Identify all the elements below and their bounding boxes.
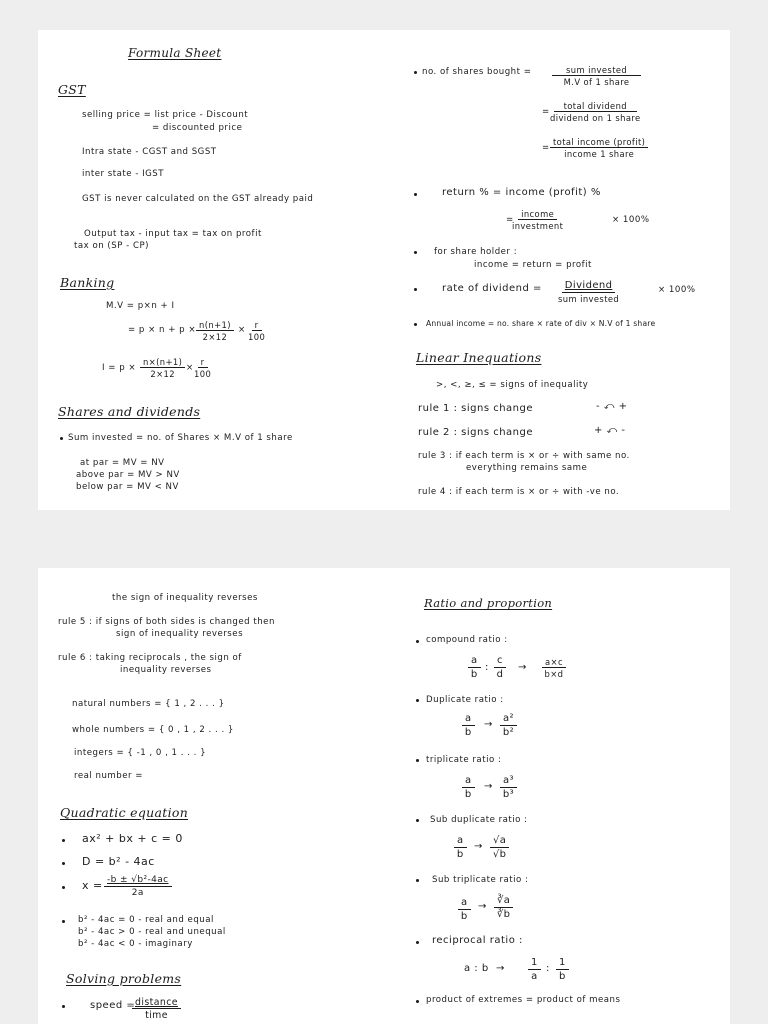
bullet xyxy=(62,1005,65,1008)
numerator: r xyxy=(252,321,262,331)
bullet xyxy=(416,640,419,643)
colon: : xyxy=(546,963,550,974)
denominator: sum invested xyxy=(558,294,620,304)
banking-mv-line1: M.V = p×n + I xyxy=(106,301,175,311)
numerator: 1 xyxy=(528,958,541,970)
reciprocal-ratio-label: reciprocal ratio : xyxy=(432,935,523,946)
whole-numbers: whole numbers = { 0 , 1 , 2 . . . } xyxy=(72,725,234,735)
numerator: a xyxy=(462,714,475,726)
denominator: √b xyxy=(492,849,507,860)
equals: = xyxy=(542,143,550,153)
integers: integers = { -1 , 0 , 1 . . . } xyxy=(74,748,207,758)
numerator: c xyxy=(494,656,506,668)
duplicate-a-b xyxy=(462,714,475,738)
compound-c-d xyxy=(494,656,506,680)
bullet xyxy=(416,759,419,762)
bullet xyxy=(62,920,65,923)
denominator: 2a xyxy=(131,888,144,898)
linear-inequations-heading: Linear Inequations xyxy=(416,350,542,365)
banking-mv-fraction-1 xyxy=(196,321,234,342)
rule-1-symbol: - ⤺ + xyxy=(596,401,628,412)
bullet xyxy=(416,941,419,944)
shares-below-par: below par = MV < NV xyxy=(76,482,179,492)
root-formula-lead: x = xyxy=(82,879,103,892)
denominator: M.V of 1 share xyxy=(563,77,630,88)
ratio-proportion-heading: Ratio and proportion xyxy=(424,596,553,610)
numerator: ∛a xyxy=(494,896,513,908)
numerator: r xyxy=(198,358,208,368)
sub-triplicate-ratio-label: Sub triplicate ratio : xyxy=(432,875,529,885)
gst-selling-price-line1: selling price = list price - Discount xyxy=(82,110,249,120)
numerator: √a xyxy=(490,836,509,848)
bullet xyxy=(414,323,417,326)
page-3 xyxy=(38,568,400,1024)
rule-6-line1: rule 6 : taking reciprocals , the sign of xyxy=(58,653,242,663)
gst-note: GST is never calculated on the GST already paid xyxy=(82,194,314,204)
sub-duplicate-a-b xyxy=(454,836,467,860)
shares-bought-fraction-2 xyxy=(550,102,641,123)
numerator: income xyxy=(518,210,557,220)
gst-intra-state: Intra state - CGST and SGST xyxy=(82,147,217,157)
denominator: dividend on 1 share xyxy=(550,113,641,124)
denominator: b×d xyxy=(544,669,564,680)
denominator: b xyxy=(456,849,464,860)
natural-numbers: natural numbers = { 1 , 2 . . . } xyxy=(72,699,225,709)
root-formula-fraction xyxy=(104,876,172,898)
denominator: 100 xyxy=(248,332,266,343)
denominator: b³ xyxy=(502,789,515,800)
bullet xyxy=(62,886,65,889)
shares-above-par: above par = MV > NV xyxy=(76,470,180,480)
sub-duplicate-result xyxy=(490,836,509,860)
duplicate-result xyxy=(500,714,517,738)
equals: = xyxy=(506,215,514,225)
reciprocal-one-over-a xyxy=(528,958,541,982)
bullet xyxy=(60,437,63,440)
triplicate-result xyxy=(500,776,517,800)
arrow: → xyxy=(474,841,483,852)
denominator: b² xyxy=(502,727,515,738)
bullet xyxy=(414,71,417,74)
rule-4: rule 4 : if each term is × or ÷ with -ve no. xyxy=(418,487,620,497)
bullet xyxy=(414,193,417,196)
numerator: total income (profit) xyxy=(550,138,648,148)
arrow: → xyxy=(518,662,527,673)
numerator: Dividend xyxy=(562,281,616,293)
gst-output-line1: Output tax - input tax = tax on profit xyxy=(84,229,262,239)
numerator: a xyxy=(462,776,475,788)
denominator: 100 xyxy=(194,369,212,380)
page-2 xyxy=(400,30,730,510)
denominator: a xyxy=(531,971,538,982)
banking-interest-lead: I = p × xyxy=(102,363,137,373)
holder-line2: income = return = profit xyxy=(474,260,592,270)
colon: : xyxy=(485,662,489,673)
denominator: time xyxy=(145,1010,168,1022)
bullet xyxy=(414,288,417,291)
bullet xyxy=(62,862,65,865)
roots-case-unequal: b² - 4ac > 0 - real and unequal xyxy=(78,927,226,937)
duplicate-ratio-label: Duplicate ratio : xyxy=(426,695,504,705)
shares-bought-fraction-1 xyxy=(552,66,641,87)
rate-of-dividend-fraction xyxy=(558,281,619,303)
banking-interest-fraction-1 xyxy=(140,358,185,379)
numerator: sum invested xyxy=(552,66,641,76)
rule-3-line1: rule 3 : if each term is × or ÷ with same no. xyxy=(418,451,630,461)
compound-a-b xyxy=(468,656,481,680)
shares-sum-invested: Sum invested = no. of Shares × M.V of 1 share xyxy=(68,433,293,443)
compound-ratio-label: compound ratio : xyxy=(426,635,508,645)
denominator: income 1 share xyxy=(564,149,635,160)
rule-5-line1: rule 5 : if signs of both sides is changed then xyxy=(58,617,275,627)
numerator: n×(n+1) xyxy=(140,358,185,368)
arrow: → xyxy=(484,719,493,730)
rule-3-line2: everything remains same xyxy=(466,463,588,473)
sub-triplicate-a-b xyxy=(458,898,471,922)
annual-income: Annual income = no. share × rate of div × N.V of 1 share xyxy=(426,319,656,328)
numerator: a³ xyxy=(500,776,517,788)
sub-duplicate-ratio-label: Sub duplicate ratio : xyxy=(430,815,528,825)
banking-mv-fraction-2 xyxy=(248,321,265,342)
bullet xyxy=(416,699,419,702)
numerator: a xyxy=(454,836,467,848)
discriminant: D = b² - 4ac xyxy=(82,855,155,868)
numerator: a² xyxy=(500,714,517,726)
numerator: n(n+1) xyxy=(196,321,234,331)
numerator: -b ± √b²-4ac xyxy=(104,876,172,887)
page-4 xyxy=(400,568,730,1024)
rule-2: rule 2 : signs change xyxy=(418,427,534,438)
shares-heading: Shares and dividends xyxy=(58,404,201,419)
sub-triplicate-result xyxy=(494,896,513,920)
shares-bought-label: no. of shares bought = xyxy=(422,67,532,77)
rule-6-line2: inequality reverses xyxy=(120,665,212,675)
denominator: d xyxy=(496,669,504,680)
speed-lead: speed = xyxy=(90,1000,136,1011)
gst-output-line2: tax on (SP - CP) xyxy=(74,241,149,251)
gst-heading: GST xyxy=(58,82,86,97)
bullet xyxy=(416,819,419,822)
reciprocal-lead: a : b → xyxy=(464,963,505,974)
denominator: 2×12 xyxy=(202,332,228,343)
denominator: b xyxy=(460,911,468,922)
bullet xyxy=(416,879,419,882)
gst-selling-price-line2: = discounted price xyxy=(152,123,243,133)
denominator: b xyxy=(464,789,472,800)
numerator: a xyxy=(468,656,481,668)
bullet xyxy=(416,1000,419,1003)
compound-result xyxy=(542,658,566,679)
arrow: → xyxy=(484,781,493,792)
banking-interest-times: × xyxy=(186,363,194,373)
bullet xyxy=(414,251,417,254)
banking-heading: Banking xyxy=(60,275,115,290)
rule-5-line2: sign of inequality reverses xyxy=(116,629,244,639)
rule-1: rule 1 : signs change xyxy=(418,403,534,414)
banking-interest-fraction-2 xyxy=(194,358,211,379)
numerator: total dividend xyxy=(554,102,637,112)
denominator: b xyxy=(470,669,478,680)
denominator: b xyxy=(464,727,472,738)
numerator: a×c xyxy=(542,658,566,668)
numerator: a xyxy=(458,898,471,910)
denominator: 2×12 xyxy=(150,369,175,380)
roots-case-imaginary: b² - 4ac < 0 - imaginary xyxy=(78,939,193,949)
bullet xyxy=(62,839,65,842)
sheet-title: Formula Sheet xyxy=(128,46,222,60)
equals: = xyxy=(542,107,550,117)
return-times-100: × 100% xyxy=(612,215,650,225)
reciprocal-one-over-b xyxy=(556,958,569,982)
real-numbers: real number = xyxy=(74,771,143,781)
banking-mv-times: × xyxy=(238,325,246,335)
roots-case-equal: b² - 4ac = 0 - real and equal xyxy=(78,915,214,925)
shares-at-par: at par = MV = NV xyxy=(80,458,165,468)
denominator: b xyxy=(559,971,566,982)
rate-of-dividend-label: rate of dividend = xyxy=(442,283,542,294)
arrow: → xyxy=(478,901,487,912)
holder-line1: for share holder : xyxy=(434,247,518,257)
numerator: 1 xyxy=(556,958,569,970)
return-line1: return % = income (profit) % xyxy=(442,187,601,198)
denominator: investment xyxy=(512,221,564,232)
triplicate-a-b xyxy=(462,776,475,800)
sign-reverses-note: the sign of inequality reverses xyxy=(112,593,258,603)
solving-problems-heading: Solving problems xyxy=(66,971,182,986)
banking-mv-line2-lead: = p × n + p × xyxy=(128,325,197,335)
speed-fraction xyxy=(132,998,181,1021)
return-fraction xyxy=(512,210,563,231)
product-extremes-means: product of extremes = product of means xyxy=(426,995,621,1005)
rate-of-dividend-times-100: × 100% xyxy=(658,285,696,295)
numerator: distance xyxy=(132,998,181,1009)
quadratic-heading: Quadratic equation xyxy=(60,805,189,820)
triplicate-ratio-label: triplicate ratio : xyxy=(426,755,502,765)
denominator: ∛b xyxy=(496,909,511,920)
rule-2-symbol: + ⤺ - xyxy=(594,425,626,436)
linear-signs: >, <, ≥, ≤ = signs of inequality xyxy=(436,380,589,390)
shares-bought-fraction-3 xyxy=(550,138,648,159)
quadratic-equation: ax² + bx + c = 0 xyxy=(82,832,183,845)
gst-inter-state: inter state - IGST xyxy=(82,169,164,179)
page-1 xyxy=(38,30,400,510)
